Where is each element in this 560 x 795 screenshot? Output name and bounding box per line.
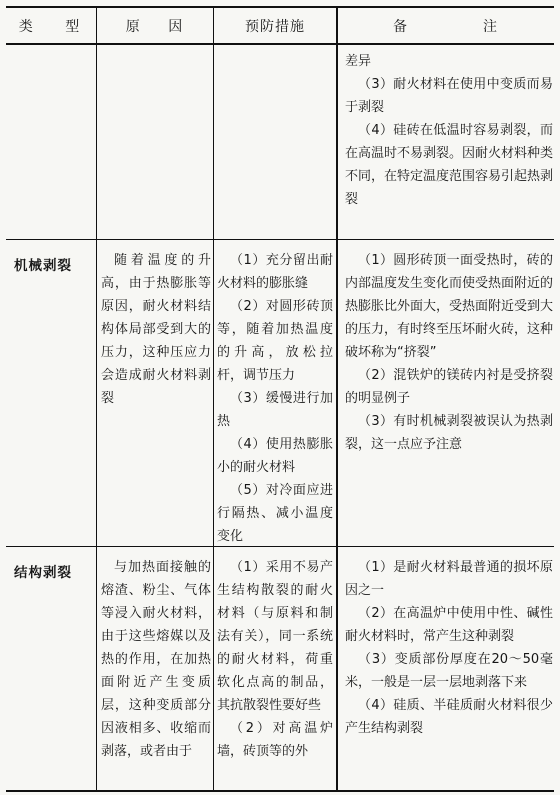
prevention-item: （1）充分留出耐火材料的膨胀缝 [217, 253, 333, 291]
note-line: （2）混铁炉的镁砖内衬是受挤裂的明显例子 [345, 368, 553, 406]
prevention-item: （3）缓慢进行加热 [217, 391, 333, 429]
header-type: 类 型 [18, 18, 94, 35]
note-line: （4）硅砖在低温时容易剥裂，而在高温时不易剥裂。因耐火材料种类不同，在特定温度范围容易引起热剥裂 [345, 123, 554, 207]
row2-notes [345, 556, 553, 740]
prevention-item: （5）对冷面应进行隔热、减小温度变化 [217, 483, 333, 544]
note-line: （3）耐火材料在使用中变质而易于剥裂 [345, 77, 553, 115]
row1-type: 机械剥裂 [14, 258, 72, 274]
prevention-item: （2）对高温炉墙，砖顶等的外 [217, 721, 333, 759]
note-line: （1）是耐火材料最普通的损坏原因之一 [345, 560, 553, 598]
row1-prevention [217, 249, 333, 548]
header-cause: 原 因 [125, 18, 195, 35]
note-line: （3）有时机械剥裂被误认为热剥裂，这一点应予注意 [345, 414, 553, 452]
table-bottom-rule [6, 790, 554, 792]
header-notes [337, 8, 554, 43]
header-notes-char-2: 注 [483, 18, 498, 35]
row-divider [6, 239, 554, 240]
column-divider [213, 7, 214, 791]
note-line: （1）圆形砖顶一面受热时，砖的内部温度发生变化而使受热面附近的热膨胀比外面大，受热面附近受到大的压力，有时终至压坏耐火砖，这种破坏称为“挤裂” [345, 253, 554, 360]
header-prevention: 预防措施 [245, 18, 305, 35]
row1-cause [101, 249, 211, 410]
row2-type: 结构剥裂 [14, 565, 72, 581]
cause-text: 与加热面接触的熔渣、粉尘、气体等浸入耐火材料，由于这些熔媒以及热的作用，在加热面附近产生变质层，这种变质部分因液相多、收缩而剥落，或者由于 [101, 560, 211, 759]
cause-text: 随着温度的升高，由于热膨胀等原因，耐火材料结构体局部受到大的压力，这种压应力会造成耐火材料剥裂 [101, 253, 211, 406]
column-divider [336, 7, 338, 791]
header-notes-char-1: 备 [393, 18, 408, 35]
column-divider [96, 7, 97, 791]
note-line: 差异 [345, 54, 372, 69]
row2-cause [101, 556, 211, 763]
note-line: （2）在高温炉中使用中性、碱性耐火材料时，常产生这种剥裂 [345, 606, 553, 644]
prevention-item: （4）使用热膨胀小的耐火材料 [217, 437, 333, 475]
row1-notes [345, 249, 553, 456]
row2-prevention [217, 556, 333, 763]
header-bottom-rule [6, 43, 554, 45]
prevention-item: （1）采用不易产生结构散裂的耐火材料（与原料和制法有关），同一系统的耐火材料，荷重软化点高的制品，其抗散裂性要好些 [217, 560, 333, 713]
prevention-item: （2）对圆形砖顶等，随着加热温度的升高，放松拉杆，调节压力 [217, 299, 333, 383]
note-line: （3）变质部份厚度在20～50毫米，一般是一层一层地剥落下来 [345, 652, 553, 690]
note-line: （4）硅质、半硅质耐火材料很少产生结构剥裂 [345, 698, 553, 736]
row0-notes [345, 50, 553, 211]
